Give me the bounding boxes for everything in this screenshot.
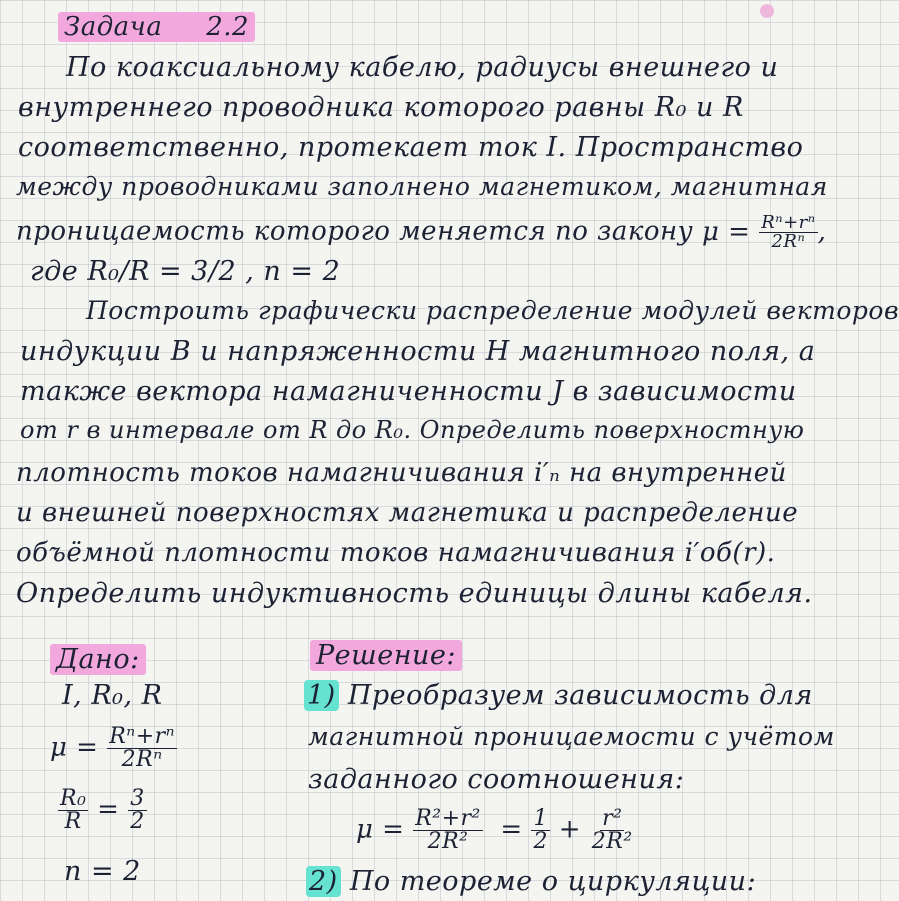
equation-plus: +	[558, 814, 582, 845]
task-line-3: также вектора намагниченности J в зависимости	[20, 376, 797, 407]
mu-law-denominator: 2Rⁿ	[771, 231, 806, 252]
given-ratio-value	[128, 788, 147, 833]
task-line-2: индукции B и напряженности H магнитного поля, а	[20, 336, 816, 367]
equation-fraction-1-denominator: 2R²	[427, 829, 469, 854]
given-n: n = 2	[64, 856, 141, 887]
equation-half-numerator: 1	[533, 806, 548, 831]
equation-half-denominator: 2	[533, 829, 548, 854]
statement-line-1: По коаксиальному кабелю, радиусы внешнего и	[66, 52, 779, 83]
task-line-4: от r в интервале от R до R₀. Определить поверхностную	[20, 416, 805, 444]
task-line-8: Определить индуктивность единицы длины кабеля.	[16, 578, 813, 609]
given-heading-text: Дано:	[50, 644, 146, 675]
equation-fraction-1-numerator: R²+r²	[415, 806, 481, 831]
statement-where-line: где R₀/R = 3/2 , n = 2	[30, 256, 341, 287]
mu-law-fraction	[759, 214, 817, 251]
mu-law-numerator: Rⁿ+rⁿ	[761, 212, 816, 233]
solution-step-1-line-3: заданного соотношения:	[308, 764, 685, 795]
statement-line-3: соответственно, протекает ток I. Пространство	[18, 132, 804, 163]
statement-line-4: между проводниками заполнено магнетиком, магнитная	[16, 172, 828, 201]
given-ratio-numerator: R₀	[60, 786, 87, 811]
given-mu-numerator: Rⁿ+rⁿ	[109, 724, 176, 749]
solution-step-2	[306, 866, 756, 897]
solution-heading	[310, 640, 462, 671]
problem-title-highlight	[58, 12, 255, 42]
equation-fraction-r2	[590, 808, 635, 853]
given-ratio-value-denominator: 2	[130, 809, 145, 834]
problem-title	[58, 12, 255, 42]
given-mu	[50, 726, 177, 771]
given-mu-lhs: μ =	[50, 732, 99, 763]
given-ratio-equals: =	[97, 794, 120, 825]
solution-step-1-line-2: магнитной проницаемости с учётом	[308, 722, 835, 751]
given-values: I, R₀, R	[62, 680, 163, 711]
given-ratio-denominator: R	[64, 809, 82, 834]
solution-heading-text: Решение:	[310, 640, 462, 671]
statement-line-5	[16, 214, 826, 251]
equation-r2-numerator: r²	[602, 806, 623, 831]
given-ratio-fraction	[58, 788, 88, 833]
problem-number: 2.2	[206, 12, 250, 42]
equation-equals: =	[500, 814, 523, 845]
step-2-marker: 2)	[306, 866, 341, 897]
equation-fraction-1	[413, 808, 483, 853]
equation-fraction-half	[531, 808, 550, 853]
task-line-6: и внешней поверхностях магнетика и распределение	[16, 498, 799, 528]
equation-r2-denominator: 2R²	[591, 829, 633, 854]
mu-law	[702, 212, 827, 252]
step-2-text: По теореме о циркуляции:	[349, 866, 757, 897]
given-ratio	[58, 788, 147, 833]
statement-line-5-text: проницаемость которого меняется по закону	[16, 216, 694, 247]
given-mu-denominator: 2Rⁿ	[121, 747, 163, 772]
solution-mu-equation	[356, 808, 635, 853]
mu-law-lhs: μ =	[702, 216, 751, 247]
pink-dot-decoration	[760, 4, 774, 18]
problem-title-text: Задача	[64, 12, 163, 42]
task-line-5: плотность токов намагничивания i′ₙ на внутренней	[16, 458, 787, 488]
task-line-1: Построить графически распределение модулей векторов	[86, 296, 899, 325]
given-heading	[50, 644, 146, 675]
mu-law-comma: ,	[817, 216, 827, 247]
task-line-7: объёмной плотности токов намагничивания i′об(r).	[16, 538, 776, 568]
statement-line-2: внутреннего проводника которого равны R₀ и R	[18, 92, 744, 123]
step-1-marker: 1)	[304, 680, 339, 711]
step-1-text: Преобразуем зависимость для	[347, 680, 813, 711]
given-ratio-value-numerator: 3	[130, 786, 145, 811]
given-mu-fraction	[107, 726, 177, 771]
solution-step-1-line-1	[304, 680, 813, 711]
equation-lhs: μ =	[356, 814, 405, 845]
